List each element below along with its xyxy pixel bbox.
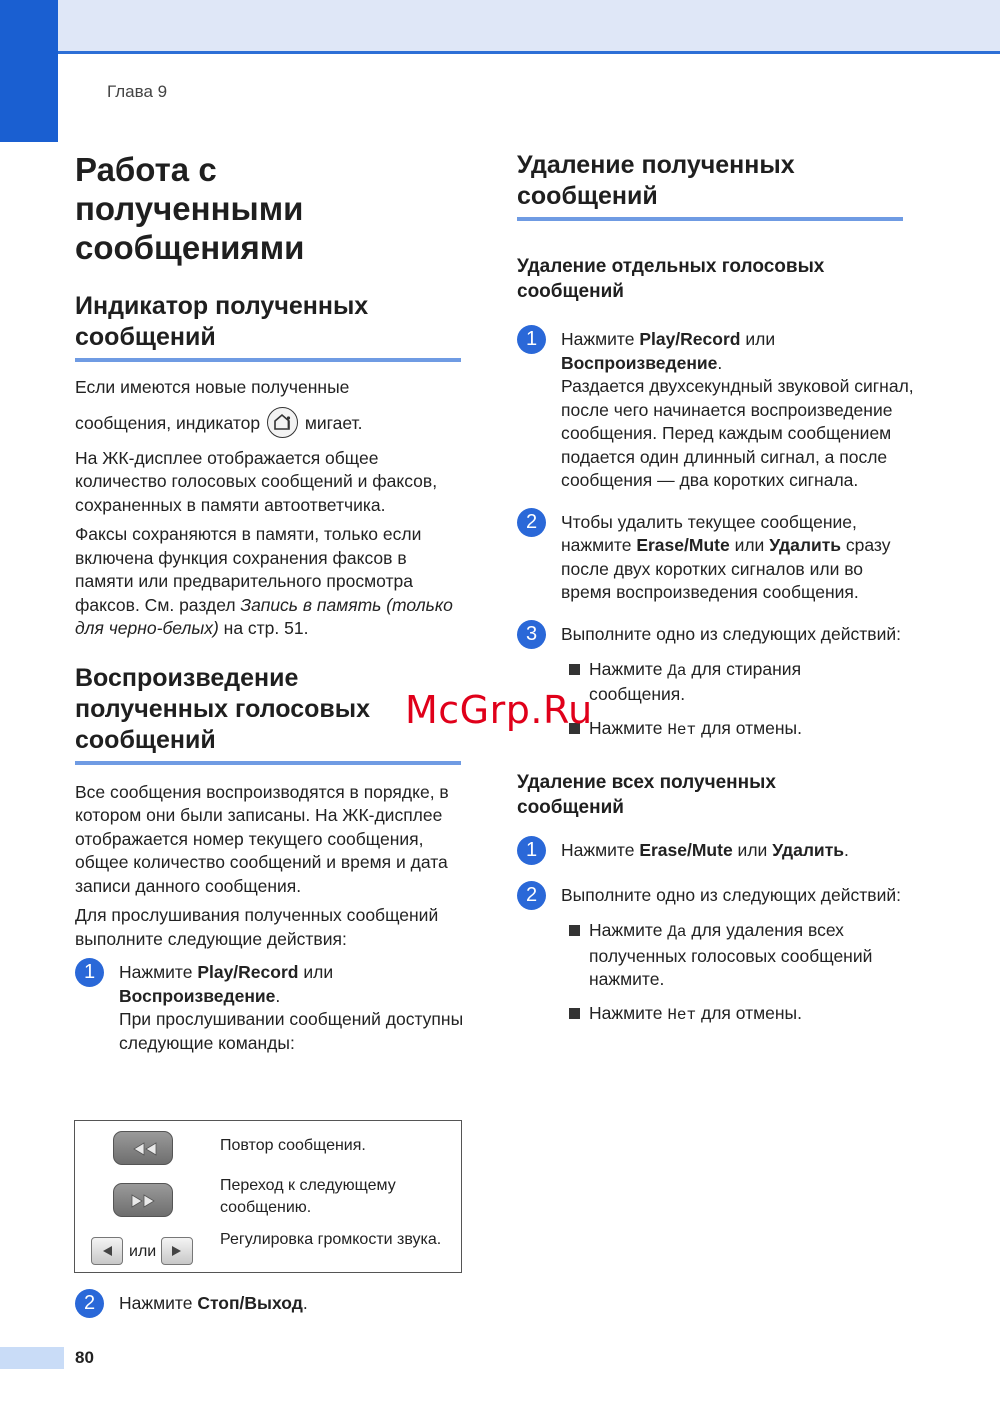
- section-heading: Индикатор полученных сообщений: [75, 292, 369, 351]
- fast-forward-button-icon: [113, 1183, 173, 1217]
- message-indicator-icon: [267, 407, 298, 438]
- bullet-icon: [569, 925, 580, 936]
- step-text: [561, 511, 917, 605]
- or-label: или: [129, 1243, 157, 1260]
- text: При прослушивании сообщений доступны следующие команды:: [119, 1009, 464, 1053]
- text: или: [732, 840, 773, 860]
- text: Нажмите: [119, 962, 198, 982]
- step-2: [75, 1292, 465, 1318]
- paragraph: [75, 376, 465, 440]
- step-2: [517, 511, 917, 605]
- header-band: [0, 0, 1000, 54]
- text: Нажмите: [589, 920, 668, 940]
- display-option: Нет: [667, 1005, 697, 1024]
- commands-table: [74, 1120, 462, 1273]
- step-text: [561, 328, 917, 493]
- step-1: [517, 839, 917, 865]
- section-heading: Удаление полученных сообщений: [517, 151, 795, 210]
- key-label: Erase/Mute: [636, 535, 730, 555]
- volume-down-button-icon: [91, 1237, 123, 1265]
- step-number-icon: 3: [517, 620, 546, 649]
- step-1: [517, 328, 917, 493]
- page-title: Работа с полученными сообщениями: [75, 151, 305, 266]
- step-number-icon: 2: [517, 881, 546, 910]
- step-1: [75, 961, 465, 1055]
- table-row: [75, 1173, 461, 1225]
- step-number-icon: 2: [517, 508, 546, 537]
- step-text: [119, 961, 465, 1055]
- key-label: Воспроизведение: [119, 985, 276, 1006]
- text: Нажмите: [119, 1293, 198, 1313]
- list-item: [569, 717, 917, 743]
- paragraph: На ЖК-дисплее отображается общее количество голосовых сообщений и факсов, сохраненных в памяти автоответчика.: [75, 447, 438, 515]
- watermark: McGrp.Ru: [405, 688, 593, 732]
- text: Нажмите: [589, 717, 668, 738]
- volume-up-button-icon: [161, 1237, 193, 1265]
- text: сообщения, индикатор: [75, 412, 261, 433]
- key-label: Play/Record: [639, 329, 741, 349]
- command-description: Повтор сообщения.: [220, 1137, 366, 1154]
- step-number-icon: 1: [517, 836, 546, 865]
- paragraph: [75, 523, 465, 641]
- step-number-icon: 1: [517, 325, 546, 354]
- text: для удаления всех полученных голосовых сообщений нажмите.: [589, 920, 873, 989]
- text: или: [740, 329, 776, 349]
- header-rule: [58, 51, 1000, 54]
- paragraph: Для прослушивания полученных сообщений выполните следующие действия:: [75, 905, 439, 949]
- table-row: [75, 1225, 461, 1273]
- left-column: [75, 150, 465, 1055]
- step-text: [119, 1292, 465, 1316]
- bullet-text: [589, 1002, 802, 1028]
- step-2: [517, 884, 917, 910]
- bullet-text: [589, 658, 839, 707]
- subsection-heading: Удаление отдельных голосовых сообщений: [517, 256, 825, 302]
- text: Нажмите: [589, 658, 668, 679]
- rewind-button-icon: [113, 1131, 173, 1165]
- command-description: Переход к следующему сообщению.: [220, 1177, 396, 1216]
- text: для стирания сообщения.: [589, 658, 802, 704]
- bullet-text: [589, 919, 909, 992]
- section-heading: Воспроизведение полученных голосовых сообщений: [75, 663, 371, 754]
- text: мигает.: [304, 412, 363, 433]
- cross-reference-link[interactable]: Запись в память (только для черно-белых): [75, 594, 453, 638]
- text: сразу после двух коротких сигналов или во время воспроизведения сообщения.: [561, 535, 891, 602]
- page-number-band: [0, 1347, 64, 1369]
- list-item: [569, 919, 917, 992]
- text: Нажмите: [561, 329, 640, 349]
- text: на стр. 51.: [218, 618, 309, 638]
- text: или: [298, 962, 334, 982]
- command-description: Регулировка громкости звука.: [220, 1231, 442, 1248]
- heading-rule: [75, 358, 461, 362]
- heading-rule: [75, 761, 461, 765]
- chapter-tab: [0, 0, 58, 142]
- text: для отмены.: [696, 717, 802, 738]
- heading-rule: [517, 217, 903, 221]
- text: Нажмите: [589, 1002, 668, 1023]
- step-number-icon: 2: [75, 1289, 104, 1318]
- chapter-label: Глава 9: [107, 82, 168, 101]
- bullet-icon: [569, 1008, 580, 1019]
- step-text: [561, 839, 917, 863]
- paragraph: Все сообщения воспроизводятся в порядке, в котором они были записаны. На ЖК-дисплее отображается номер текущего сообщения, общее количество сообщений и время и дата записи данного сообщения.: [75, 781, 449, 896]
- display-option: Да: [667, 661, 687, 680]
- text: .: [844, 840, 849, 860]
- subsection-heading: Удаление всех полученных сообщений: [517, 772, 776, 818]
- key-label: Play/Record: [197, 962, 299, 982]
- display-option: Да: [667, 923, 687, 941]
- text: или: [729, 535, 770, 555]
- text: Если имеются новые полученные: [75, 377, 350, 397]
- step-text: Выполните одно из следующих действий:: [561, 623, 901, 644]
- page-number: 80: [75, 1348, 94, 1367]
- key-label: Удалить: [769, 535, 842, 555]
- text: для отмены.: [696, 1002, 802, 1023]
- list-item: [569, 658, 917, 707]
- section-indicator: [75, 291, 465, 641]
- key-label: Стоп/Выход: [197, 1293, 303, 1313]
- bullet-icon: [569, 664, 580, 675]
- step-text: Выполните одно из следующих действий:: [561, 885, 901, 905]
- bullet-text: [589, 717, 802, 743]
- text: Раздается двухсекундный звуковой сигнал, после чего начинается воспроизведение сообщения. Перед каждым сообщением подается один длинный сигнал, а после сообщения — два коротких сигнала.: [561, 376, 914, 490]
- step-number-icon: 1: [75, 958, 104, 987]
- text: Факсы сохраняются в памяти, только если включена функция сохранения факсов в памяти или предварительного просмотра факсов. См. раздел: [75, 524, 422, 615]
- display-option: Нет: [667, 720, 697, 739]
- right-column: [517, 150, 917, 1027]
- list-item: [569, 1002, 917, 1028]
- table-row: [75, 1121, 461, 1173]
- text: .: [302, 1293, 308, 1313]
- text: Нажмите: [561, 840, 640, 860]
- key-label: Erase/Mute: [639, 840, 733, 860]
- step-3: [517, 623, 917, 649]
- text: .: [717, 352, 723, 373]
- key-label: Воспроизведение: [561, 352, 718, 373]
- key-label: Удалить: [772, 840, 845, 860]
- text: .: [275, 985, 281, 1006]
- text: Чтобы удалить текущее сообщение, нажмите: [561, 511, 857, 555]
